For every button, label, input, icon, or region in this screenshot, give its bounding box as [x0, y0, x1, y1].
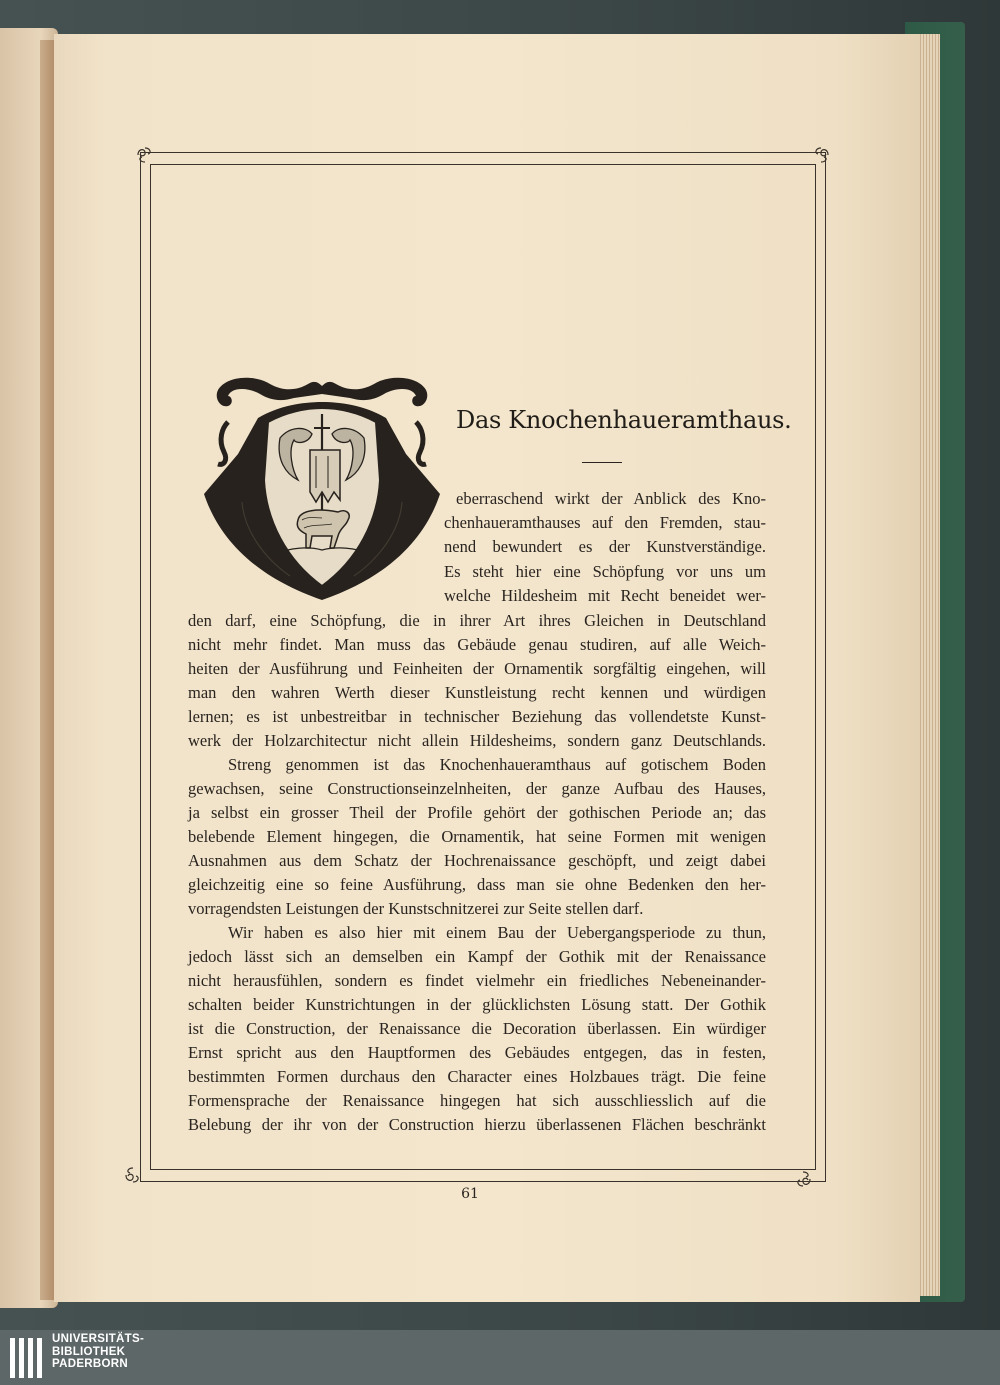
text-line: eberraschend wirkt der Anblick des Kno-: [456, 489, 766, 508]
text-line: gewachsen, seine Constructionseinzelnheiten, der ganze Aufbau des Hauses,: [188, 779, 766, 798]
text-line: gleichzeitig eine so feine Ausführung, dass man sie ohne Bedenken den her-: [188, 875, 766, 894]
corner-ornament-icon: [134, 144, 156, 166]
text-line: chenhaueramthauses auf den Fremden, stau-: [444, 513, 766, 532]
text-line: nicht herausfühlen, sondern es findet vielmehr ein friedliches Nebeneinander-: [188, 971, 766, 990]
text-line: heiten der Ausführung und Feinheiten der Ornamentik sorgfältig eingehen, will: [188, 659, 766, 678]
text-line: Streng genommen ist das Knochenhaueramthaus auf gotischem Boden: [228, 755, 766, 774]
library-name-line: BIBLIOTHEK: [52, 1345, 126, 1358]
text-line: vorragendsten Leistungen der Kunstschnitzerei zur Seite stellen darf.: [188, 899, 644, 918]
library-name: [52, 1333, 144, 1371]
corner-ornament-icon: [810, 144, 832, 166]
text-line: jedoch lässt sich an demselben ein Kampf der Gothik mit der Renaissance: [188, 947, 766, 966]
text-line: Es steht hier eine Schöpfung vor uns um: [444, 562, 766, 581]
text-line: Belebung der ihr von der Construction hierzu überlassenen Flächen beschränkt: [188, 1115, 766, 1134]
left-page-gutter: [40, 40, 54, 1300]
chapter-heading: Das Knochenhaueramthaus.: [456, 406, 792, 434]
text-line: nicht mehr findet. Man muss das Gebäude genau studiren, auf alle Weich-: [188, 635, 766, 654]
text-line: ja selbst ein grosser Theil der Profile gehört der gothischen Periode an; das: [188, 803, 766, 822]
library-footer: [0, 1330, 1000, 1385]
text-line: schalten beider Kunstrichtungen in der glücklichsten Lösung statt. Der Gothik: [188, 995, 766, 1014]
text-line: ist die Construction, der Renaissance die Decoration überlassen. Ein würdiger: [188, 1019, 766, 1038]
corner-ornament-icon: [122, 1164, 144, 1186]
text-line: Ernst spricht aus den Hauptformen des Gebäudes entgegen, das in festen,: [188, 1043, 766, 1062]
library-logo-icon: [8, 1336, 48, 1380]
text-line: bestimmten Formen durchaus den Character eines Holzbaues trägt. Die feine: [188, 1067, 766, 1086]
text-line: Ausnahmen aus dem Schatz der Hochrenaissance geschöpft, und zeigt dabei: [188, 851, 766, 870]
page-number: 61: [461, 1186, 479, 1202]
text-line: welche Hildesheim mit Recht beneidet wer-: [444, 586, 766, 605]
text-line: werk der Holzarchitectur nicht allein Hildesheims, sondern ganz Deutschlands.: [188, 731, 766, 750]
text-line: Formensprache der Renaissance hingegen hat sich ausschliesslich auf die: [188, 1091, 766, 1110]
text-line: lernen; es ist unbestreitbar in technischer Beziehung das vollendetste Kunst-: [188, 707, 766, 726]
heading-rule: [582, 462, 622, 463]
text-line: man den wahren Werth dieser Kunstleistung recht kennen und würdigen: [188, 683, 766, 702]
decorative-initial-u-crest-icon: [198, 370, 446, 602]
text-line: Wir haben es also hier mit einem Bau der Uebergangsperiode zu thun,: [228, 923, 766, 942]
library-name-line: UNIVERSITÄTS-: [52, 1333, 145, 1345]
library-name-line: PADERBORN: [52, 1358, 128, 1370]
text-line: nend bewundert es der Kunstverständige.: [444, 537, 766, 556]
text-line: belebende Element hingegen, die Ornamentik, hat seine Formen mit wenigen: [188, 827, 766, 846]
corner-ornament-icon: [792, 1168, 814, 1190]
text-line: den darf, eine Schöpfung, die in ihrer Art ihres Gleichen in Deutschland: [188, 611, 766, 630]
